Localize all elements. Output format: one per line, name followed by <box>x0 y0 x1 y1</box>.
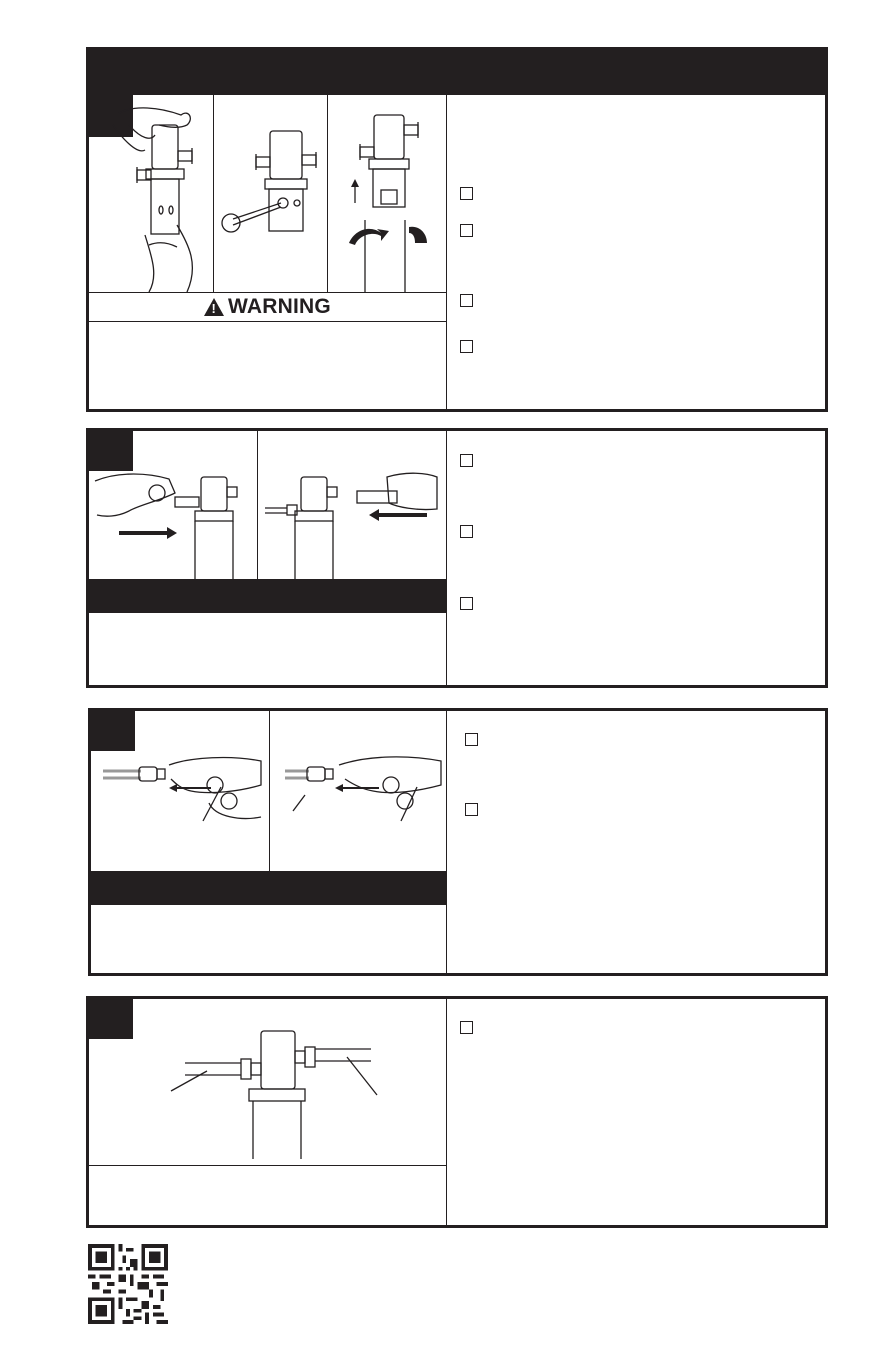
step-1-checkbox-3[interactable] <box>460 294 473 307</box>
step-2-checkbox-2[interactable] <box>460 525 473 538</box>
warning-header <box>89 293 446 321</box>
step-2-checkbox-1[interactable] <box>460 454 473 467</box>
step-2-checkbox-3[interactable] <box>460 597 473 610</box>
step-1-checkbox-1[interactable] <box>460 187 473 200</box>
warning-label: WARNING <box>228 295 331 318</box>
push-tube-in-illustration <box>89 431 257 579</box>
filter-head-with-tubes-illustration <box>89 999 446 1165</box>
screwdriver-release-illustration <box>213 95 327 292</box>
step-4-panel <box>86 996 828 1228</box>
step-3-checkbox-2[interactable] <box>465 803 478 816</box>
collet-release-labeled-illustration <box>269 711 446 871</box>
step-2-panel <box>86 428 828 688</box>
hand-twist-unlock-illustration <box>89 95 213 292</box>
step-1-panel <box>86 47 828 412</box>
qr-code-icon[interactable] <box>88 1244 168 1324</box>
step-4-checkbox-1[interactable] <box>460 1021 473 1034</box>
collet-release-illustration <box>91 711 269 871</box>
pull-tube-out-illustration <box>257 431 446 579</box>
lift-and-rotate-illustration <box>327 95 446 292</box>
step-1-checkbox-4[interactable] <box>460 340 473 353</box>
step-1-checkbox-2[interactable] <box>460 224 473 237</box>
step-3-panel <box>88 708 828 976</box>
step-2-note-bar <box>89 579 446 613</box>
warning-triangle-icon <box>204 298 224 316</box>
step-3-checkbox-1[interactable] <box>465 733 478 746</box>
step-3-note-bar <box>91 871 446 905</box>
step-1-title-bar <box>89 50 825 95</box>
